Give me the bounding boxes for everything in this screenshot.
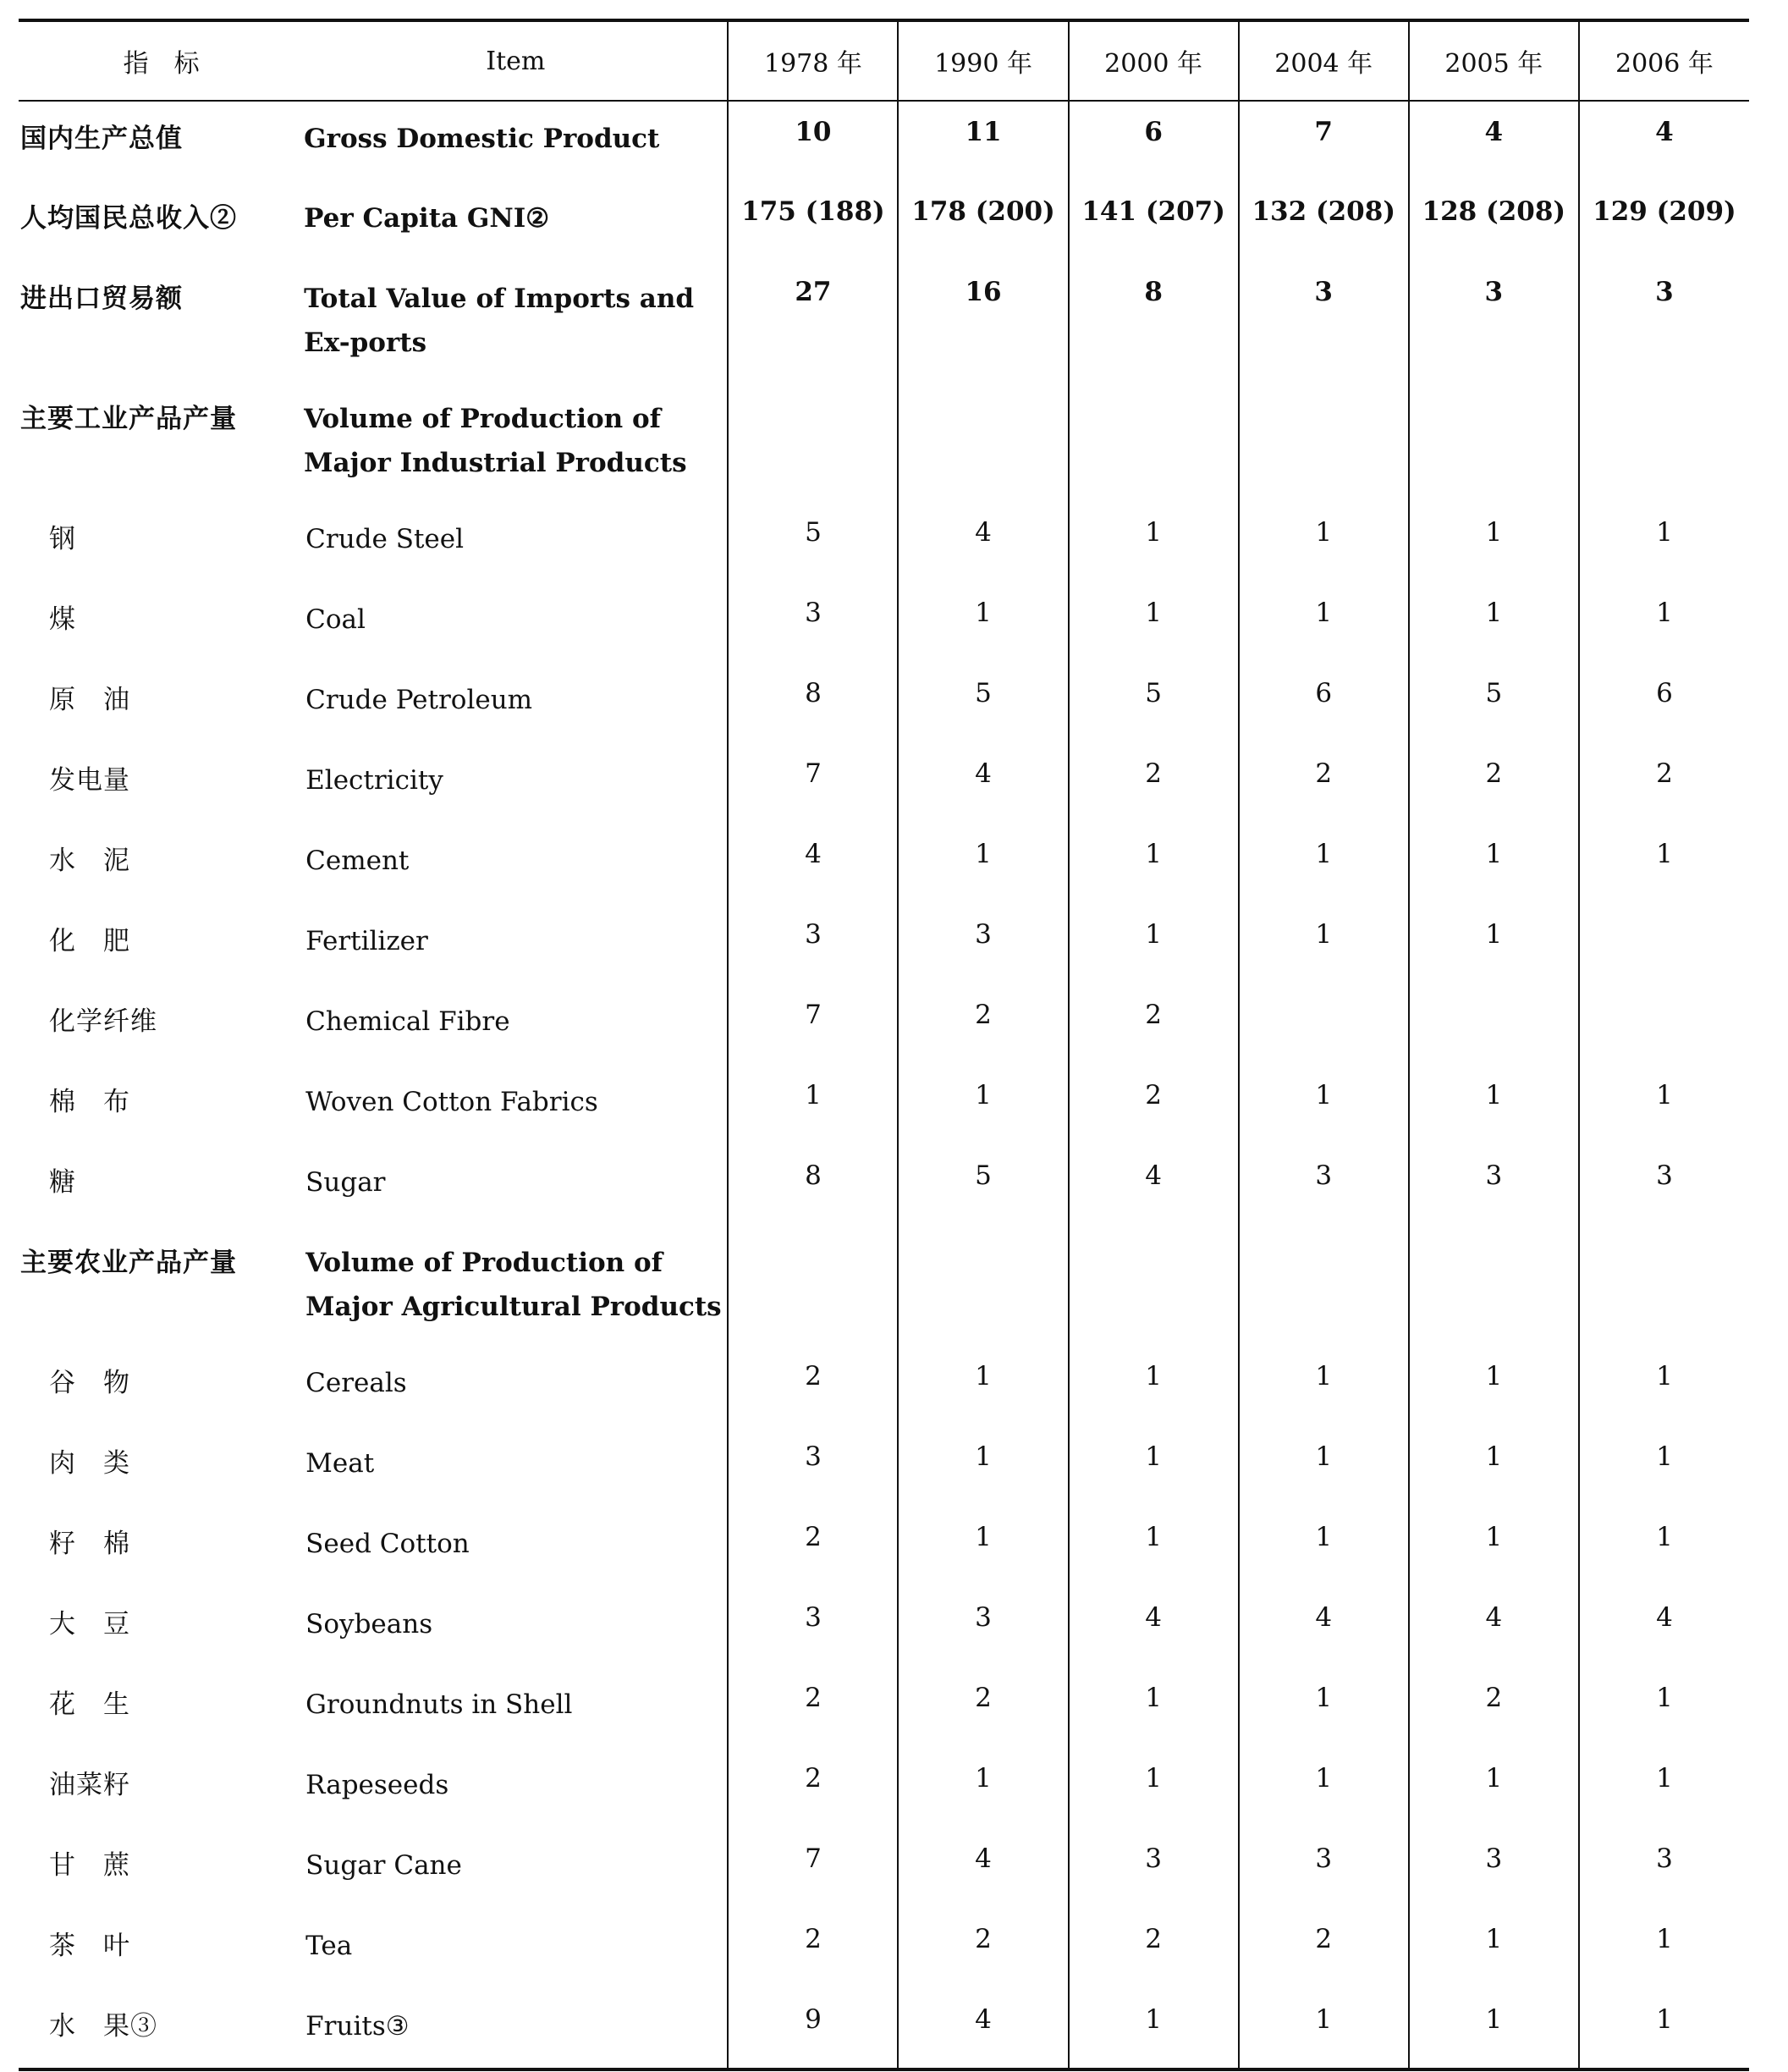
table-cell: 1 bbox=[1069, 1507, 1239, 1587]
table-cell: 1 bbox=[1579, 824, 1749, 904]
row-label-zh: 糖 bbox=[49, 1167, 76, 1198]
table-cell: 5 bbox=[1409, 663, 1579, 743]
table-cell: 3 bbox=[1579, 262, 1749, 382]
table-cell: 5 bbox=[728, 502, 898, 582]
table-cell: 3 bbox=[1409, 262, 1579, 382]
table-cell: 5 bbox=[898, 663, 1068, 743]
table-row bbox=[19, 1065, 1749, 1145]
table-cell bbox=[1579, 984, 1749, 1065]
table-cell bbox=[1409, 382, 1579, 502]
table-cell: 3 bbox=[1239, 1145, 1409, 1226]
table-cell: 1 bbox=[1409, 1989, 1579, 2069]
row-label-en: Chemical Fibre bbox=[305, 1006, 510, 1037]
row-label-zh: 甘 蔗 bbox=[49, 1850, 130, 1881]
table-cell: 1 bbox=[1069, 1426, 1239, 1507]
table-cell: 4 bbox=[898, 502, 1068, 582]
row-label-en: Groundnuts in Shell bbox=[305, 1689, 573, 1720]
row-label-zh: 煤 bbox=[49, 604, 76, 635]
row-label-en: Coal bbox=[305, 604, 366, 635]
table-cell: 8 bbox=[728, 663, 898, 743]
table-cell: 4 bbox=[1579, 101, 1749, 181]
row-label-zh: 国内生产总值 bbox=[20, 124, 183, 154]
table-cell: 11 bbox=[898, 101, 1068, 181]
table-row bbox=[19, 1145, 1749, 1226]
row-label-zh: 茶 叶 bbox=[49, 1931, 130, 1961]
table-cell: 1 bbox=[728, 1065, 898, 1145]
header-row bbox=[19, 20, 1749, 101]
table-cell: 7 bbox=[728, 1828, 898, 1909]
table-cell: 1 bbox=[1239, 1667, 1409, 1748]
table-cell: 1 bbox=[1069, 582, 1239, 663]
row-label-zh: 钢 bbox=[49, 524, 76, 554]
table-cell: 1 bbox=[898, 1507, 1068, 1587]
table-cell: 2 bbox=[1069, 1909, 1239, 1989]
table-cell: 1 bbox=[1069, 1748, 1239, 1828]
row-label-zh: 油菜籽 bbox=[49, 1770, 130, 1800]
row-label-zh: 原 油 bbox=[49, 685, 130, 715]
header-indicator: 指 标 bbox=[19, 20, 304, 101]
table-cell: 1 bbox=[1409, 1065, 1579, 1145]
table-cell bbox=[1579, 1226, 1749, 1346]
table-cell: 1 bbox=[1069, 502, 1239, 582]
table-row bbox=[19, 101, 1749, 181]
table-cell: 4 bbox=[1409, 1587, 1579, 1667]
row-label-zh: 水 果③ bbox=[19, 1989, 304, 2069]
table-cell: 6 bbox=[1069, 101, 1239, 181]
table-row bbox=[19, 1667, 1749, 1748]
row-label-zh: 大 豆 bbox=[49, 1609, 130, 1639]
table-cell: 1 bbox=[898, 1346, 1068, 1426]
table-cell: 5 bbox=[898, 1145, 1068, 1226]
row-label-en: Fruits③ bbox=[304, 1989, 728, 2069]
table-cell: 1 bbox=[1409, 582, 1579, 663]
table-cell: 8 bbox=[1069, 262, 1239, 382]
table-cell bbox=[1069, 382, 1239, 502]
ranking-table bbox=[19, 19, 1749, 2071]
table-cell: 1 bbox=[1409, 502, 1579, 582]
table-cell: 175 (188) bbox=[728, 181, 898, 262]
table-row bbox=[19, 824, 1749, 904]
table-cell bbox=[728, 382, 898, 502]
table-cell bbox=[898, 1226, 1068, 1346]
table-cell: 1 bbox=[1579, 502, 1749, 582]
table-cell: 3 bbox=[1579, 1145, 1749, 1226]
row-label-zh: 花 生 bbox=[49, 1689, 130, 1720]
table-cell: 1 bbox=[1239, 1748, 1409, 1828]
table-cell: 7 bbox=[728, 743, 898, 824]
table-cell: 2 bbox=[1239, 1909, 1409, 1989]
row-label-en: Per Capita GNI② bbox=[304, 203, 549, 234]
table-cell bbox=[728, 1226, 898, 1346]
table-cell: 1 bbox=[1239, 904, 1409, 984]
table-cell bbox=[1579, 382, 1749, 502]
table-cell: 1 bbox=[1409, 1748, 1579, 1828]
row-label-en: Tea bbox=[305, 1931, 353, 1961]
row-label-en: Total Value of Imports and Ex-ports bbox=[304, 284, 695, 358]
table-cell: 1 bbox=[1409, 904, 1579, 984]
table-cell: 3 bbox=[1239, 1828, 1409, 1909]
table-row bbox=[19, 1989, 1749, 2069]
table-row bbox=[19, 582, 1749, 663]
table-cell: 1 bbox=[1069, 1667, 1239, 1748]
table-cell: 2 bbox=[1409, 1667, 1579, 1748]
row-label-en: Seed Cotton bbox=[305, 1529, 470, 1559]
table-cell: 1 bbox=[1239, 824, 1409, 904]
header-item: Item bbox=[304, 20, 728, 101]
table-cell: 1 bbox=[1239, 582, 1409, 663]
table-cell: 2 bbox=[1409, 743, 1579, 824]
table-cell: 1 bbox=[1579, 1989, 1749, 2069]
table-cell: 1 bbox=[1239, 1346, 1409, 1426]
table-cell: 1 bbox=[898, 1426, 1068, 1507]
table-cell: 1 bbox=[898, 1748, 1068, 1828]
table-cell: 3 bbox=[728, 1426, 898, 1507]
table-cell: 129 (209) bbox=[1579, 181, 1749, 262]
table-cell: 4 bbox=[1069, 1587, 1239, 1667]
header-year: 2000 年 bbox=[1069, 20, 1239, 101]
table-cell: 1 bbox=[1409, 1346, 1579, 1426]
table-cell: 4 bbox=[1409, 101, 1579, 181]
table-cell: 1 bbox=[1579, 582, 1749, 663]
row-label-zh: 化学纤维 bbox=[49, 1006, 157, 1037]
table-cell: 2 bbox=[728, 1346, 898, 1426]
table-row bbox=[19, 1828, 1749, 1909]
table-cell: 1 bbox=[1579, 1346, 1749, 1426]
row-label-en: Sugar Cane bbox=[305, 1850, 462, 1881]
row-label-en: Meat bbox=[305, 1448, 375, 1479]
table-cell: 1 bbox=[1409, 1909, 1579, 1989]
table-cell: 1 bbox=[1579, 1426, 1749, 1507]
table-cell: 4 bbox=[1239, 1587, 1409, 1667]
header-year: 2006 年 bbox=[1579, 20, 1749, 101]
row-label-en: Cement bbox=[305, 846, 410, 876]
table-cell bbox=[1409, 1226, 1579, 1346]
table-cell: 27 bbox=[728, 262, 898, 382]
table-row bbox=[19, 1426, 1749, 1507]
row-label-zh: 籽 棉 bbox=[49, 1529, 130, 1559]
table-cell: 4 bbox=[1579, 1587, 1749, 1667]
table-cell: 2 bbox=[898, 1909, 1068, 1989]
table-cell: 1 bbox=[1069, 824, 1239, 904]
table-cell: 2 bbox=[898, 1667, 1068, 1748]
table-cell: 3 bbox=[728, 904, 898, 984]
table-cell: 1 bbox=[1579, 1507, 1749, 1587]
section-label-zh: 主要工业产品产量 bbox=[20, 404, 237, 434]
table-cell: 2 bbox=[728, 1667, 898, 1748]
table-cell: 2 bbox=[728, 1507, 898, 1587]
table-cell: 9 bbox=[728, 1989, 898, 2069]
table-cell: 1 bbox=[1579, 1667, 1749, 1748]
table-cell: 1 bbox=[1069, 904, 1239, 984]
table-cell: 1 bbox=[1579, 1748, 1749, 1828]
table-cell: 1 bbox=[1069, 1989, 1239, 2069]
table-cell: 1 bbox=[898, 1065, 1068, 1145]
table-cell: 4 bbox=[898, 1989, 1068, 2069]
table-cell: 4 bbox=[1069, 1145, 1239, 1226]
header-year: 1990 年 bbox=[898, 20, 1068, 101]
table-cell: 3 bbox=[1239, 262, 1409, 382]
row-label-zh: 化 肥 bbox=[49, 926, 130, 956]
table-cell: 3 bbox=[1579, 1828, 1749, 1909]
row-label-en: Woven Cotton Fabrics bbox=[305, 1087, 598, 1117]
table-cell: 1 bbox=[898, 824, 1068, 904]
table-cell: 132 (208) bbox=[1239, 181, 1409, 262]
table-cell: 6 bbox=[1579, 663, 1749, 743]
table-cell: 141 (207) bbox=[1069, 181, 1239, 262]
table-cell bbox=[1239, 1226, 1409, 1346]
table-row bbox=[19, 1346, 1749, 1426]
table-row bbox=[19, 262, 1749, 382]
table-cell: 1 bbox=[1579, 1909, 1749, 1989]
table-cell: 16 bbox=[898, 262, 1068, 382]
table-cell: 1 bbox=[1239, 1989, 1409, 2069]
table-cell: 2 bbox=[1239, 743, 1409, 824]
table-cell: 1 bbox=[1409, 1426, 1579, 1507]
table-row bbox=[19, 1909, 1749, 1989]
row-label-en: Fertilizer bbox=[305, 926, 428, 956]
table-row bbox=[19, 502, 1749, 582]
table-cell: 3 bbox=[1409, 1828, 1579, 1909]
table-row bbox=[19, 904, 1749, 984]
table-cell: 1 bbox=[1239, 502, 1409, 582]
table-cell: 1 bbox=[1239, 1065, 1409, 1145]
table-cell: 8 bbox=[728, 1145, 898, 1226]
table-cell: 1 bbox=[1579, 1065, 1749, 1145]
table-cell bbox=[1069, 1226, 1239, 1346]
table-cell: 3 bbox=[1409, 1145, 1579, 1226]
row-label-zh: 发电量 bbox=[49, 765, 130, 796]
table-cell: 6 bbox=[1239, 663, 1409, 743]
table-row bbox=[19, 1748, 1749, 1828]
table-cell: 2 bbox=[1069, 1065, 1239, 1145]
table-cell bbox=[1239, 382, 1409, 502]
table-cell: 3 bbox=[898, 1587, 1068, 1667]
table-cell: 10 bbox=[728, 101, 898, 181]
table-cell: 1 bbox=[1409, 824, 1579, 904]
header-year: 2004 年 bbox=[1239, 20, 1409, 101]
table-cell: 2 bbox=[1069, 743, 1239, 824]
header-year: 1978 年 bbox=[728, 20, 898, 101]
section-header-row bbox=[19, 1226, 1749, 1346]
table-cell: 3 bbox=[728, 1587, 898, 1667]
row-label-en: Soybeans bbox=[305, 1609, 433, 1639]
table-cell: 1 bbox=[898, 582, 1068, 663]
table-cell: 3 bbox=[728, 582, 898, 663]
section-label-en: Volume of Production of Major Agricultural Products bbox=[305, 1248, 722, 1322]
table-row bbox=[19, 181, 1749, 262]
table-cell: 4 bbox=[728, 824, 898, 904]
table-cell: 3 bbox=[898, 904, 1068, 984]
section-header-row bbox=[19, 382, 1749, 502]
row-label-zh: 棉 布 bbox=[49, 1087, 130, 1117]
table-cell: 2 bbox=[898, 984, 1068, 1065]
row-label-en: Electricity bbox=[305, 765, 443, 796]
row-label-zh: 进出口贸易额 bbox=[20, 284, 183, 314]
table-cell: 3 bbox=[1069, 1828, 1239, 1909]
row-label-en: Crude Steel bbox=[305, 524, 465, 554]
table-cell bbox=[1579, 904, 1749, 984]
table-cell: 128 (208) bbox=[1409, 181, 1579, 262]
table-cell: 4 bbox=[898, 743, 1068, 824]
table-cell: 7 bbox=[728, 984, 898, 1065]
table-cell: 1 bbox=[1069, 1346, 1239, 1426]
table-row bbox=[19, 1507, 1749, 1587]
table-row bbox=[19, 663, 1749, 743]
table-cell bbox=[1239, 984, 1409, 1065]
row-label-en: Sugar bbox=[305, 1167, 386, 1198]
table-cell: 2 bbox=[1579, 743, 1749, 824]
section-label-en: Volume of Production of Major Industrial Products bbox=[304, 404, 687, 478]
row-label-zh: 水 泥 bbox=[49, 846, 130, 876]
table-row bbox=[19, 1587, 1749, 1667]
table-cell: 2 bbox=[728, 1748, 898, 1828]
table-cell: 2 bbox=[1069, 984, 1239, 1065]
row-label-en: Cereals bbox=[305, 1368, 407, 1398]
header-year: 2005 年 bbox=[1409, 20, 1579, 101]
table-cell: 1 bbox=[1239, 1507, 1409, 1587]
row-label-en: Rapeseeds bbox=[305, 1770, 449, 1800]
table-cell: 1 bbox=[1239, 1426, 1409, 1507]
table-cell: 1 bbox=[1409, 1507, 1579, 1587]
section-label-zh: 主要农业产品产量 bbox=[20, 1248, 237, 1278]
row-label-en: Gross Domestic Product bbox=[304, 124, 660, 154]
table-cell: 7 bbox=[1239, 101, 1409, 181]
table-cell: 2 bbox=[728, 1909, 898, 1989]
row-label-zh: 肉 类 bbox=[49, 1448, 130, 1479]
table-cell bbox=[898, 382, 1068, 502]
row-label-zh: 人均国民总收入② bbox=[20, 203, 237, 234]
table-cell: 5 bbox=[1069, 663, 1239, 743]
table-row bbox=[19, 743, 1749, 824]
row-label-zh: 谷 物 bbox=[49, 1368, 130, 1398]
table-cell: 178 (200) bbox=[898, 181, 1068, 262]
table-row bbox=[19, 984, 1749, 1065]
table-cell bbox=[1409, 984, 1579, 1065]
table-cell: 4 bbox=[898, 1828, 1068, 1909]
row-label-en: Crude Petroleum bbox=[305, 685, 533, 715]
